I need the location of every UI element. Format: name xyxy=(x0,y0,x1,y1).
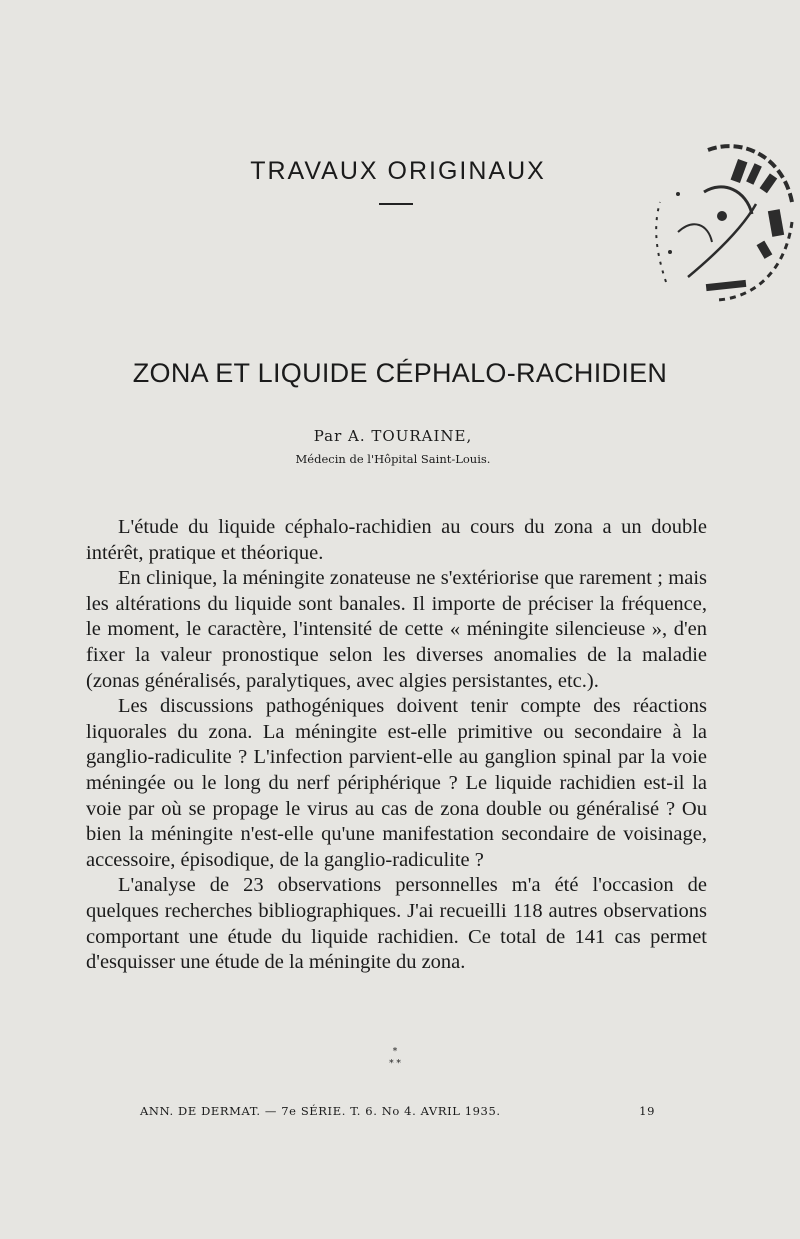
paragraph: En clinique, la méningite zonateuse ne s'extériorise que rarement ; mais les altérations du liquide sont banales. Il importe de préciser la fréquence, le moment, le caractère, l'intensité de cette « méningite silencieuse », d'en fixer la valeur pronostique selon les diverses anomalies de la maladie (zonas généralisés, paralytiques, avec algies persistantes, etc.). xyxy=(86,567,707,692)
journal-citation: ANN. DE DERMAT. — 7e SÉRIE. T. 6. No 4. AVRIL 1935. xyxy=(140,1104,501,1118)
asterism-bottom: * * xyxy=(389,1059,401,1069)
paragraph: L'analyse de 23 observations personnelles m'a été l'occasion de quelques recherches bibliographiques. J'ai recueilli 118 autres observations comportant une étude du liquide rachidien. Ce total de 141 cas permet d'esquisser une étude de la méningite du zona. xyxy=(86,874,707,974)
article-body xyxy=(86,515,707,976)
article-title: ZONA ET LIQUIDE CÉPHALO-RACHIDIEN xyxy=(132,358,668,388)
page-number: 19 xyxy=(639,1104,655,1118)
author-byline: Par A. TOURAINE, xyxy=(313,427,473,445)
paragraph: L'étude du liquide céphalo-rachidien au cours du zona a un double intérêt, pratique et théorique. xyxy=(86,516,707,564)
page-footer xyxy=(140,1104,655,1118)
author-affiliation: Médecin de l'Hôpital Saint-Louis. xyxy=(295,452,491,466)
paragraph: Les discussions pathogéniques doivent tenir compte des réactions liquorales du zona. La méningite est-elle primitive ou secondaire à la ganglio-radiculite ? L'infection parvient-elle au ganglion spinal par la voie méningée ou le long du nerf périphérique ? Le liquide rachidien est-il la voie par où se propage le virus au cas de zona double ou généralisé ? Ou bien la méningite n'est-elle qu'une manifestation secondaire de voisinage, accessoire, épisodique, de la ganglio-radiculite ? xyxy=(86,695,707,871)
section-asterism xyxy=(0,1046,790,1070)
title-rule xyxy=(379,203,413,205)
asterism-top: * xyxy=(392,1047,398,1057)
section-title: TRAVAUX ORIGINAUX xyxy=(250,157,546,185)
library-stamp-icon xyxy=(648,132,796,312)
